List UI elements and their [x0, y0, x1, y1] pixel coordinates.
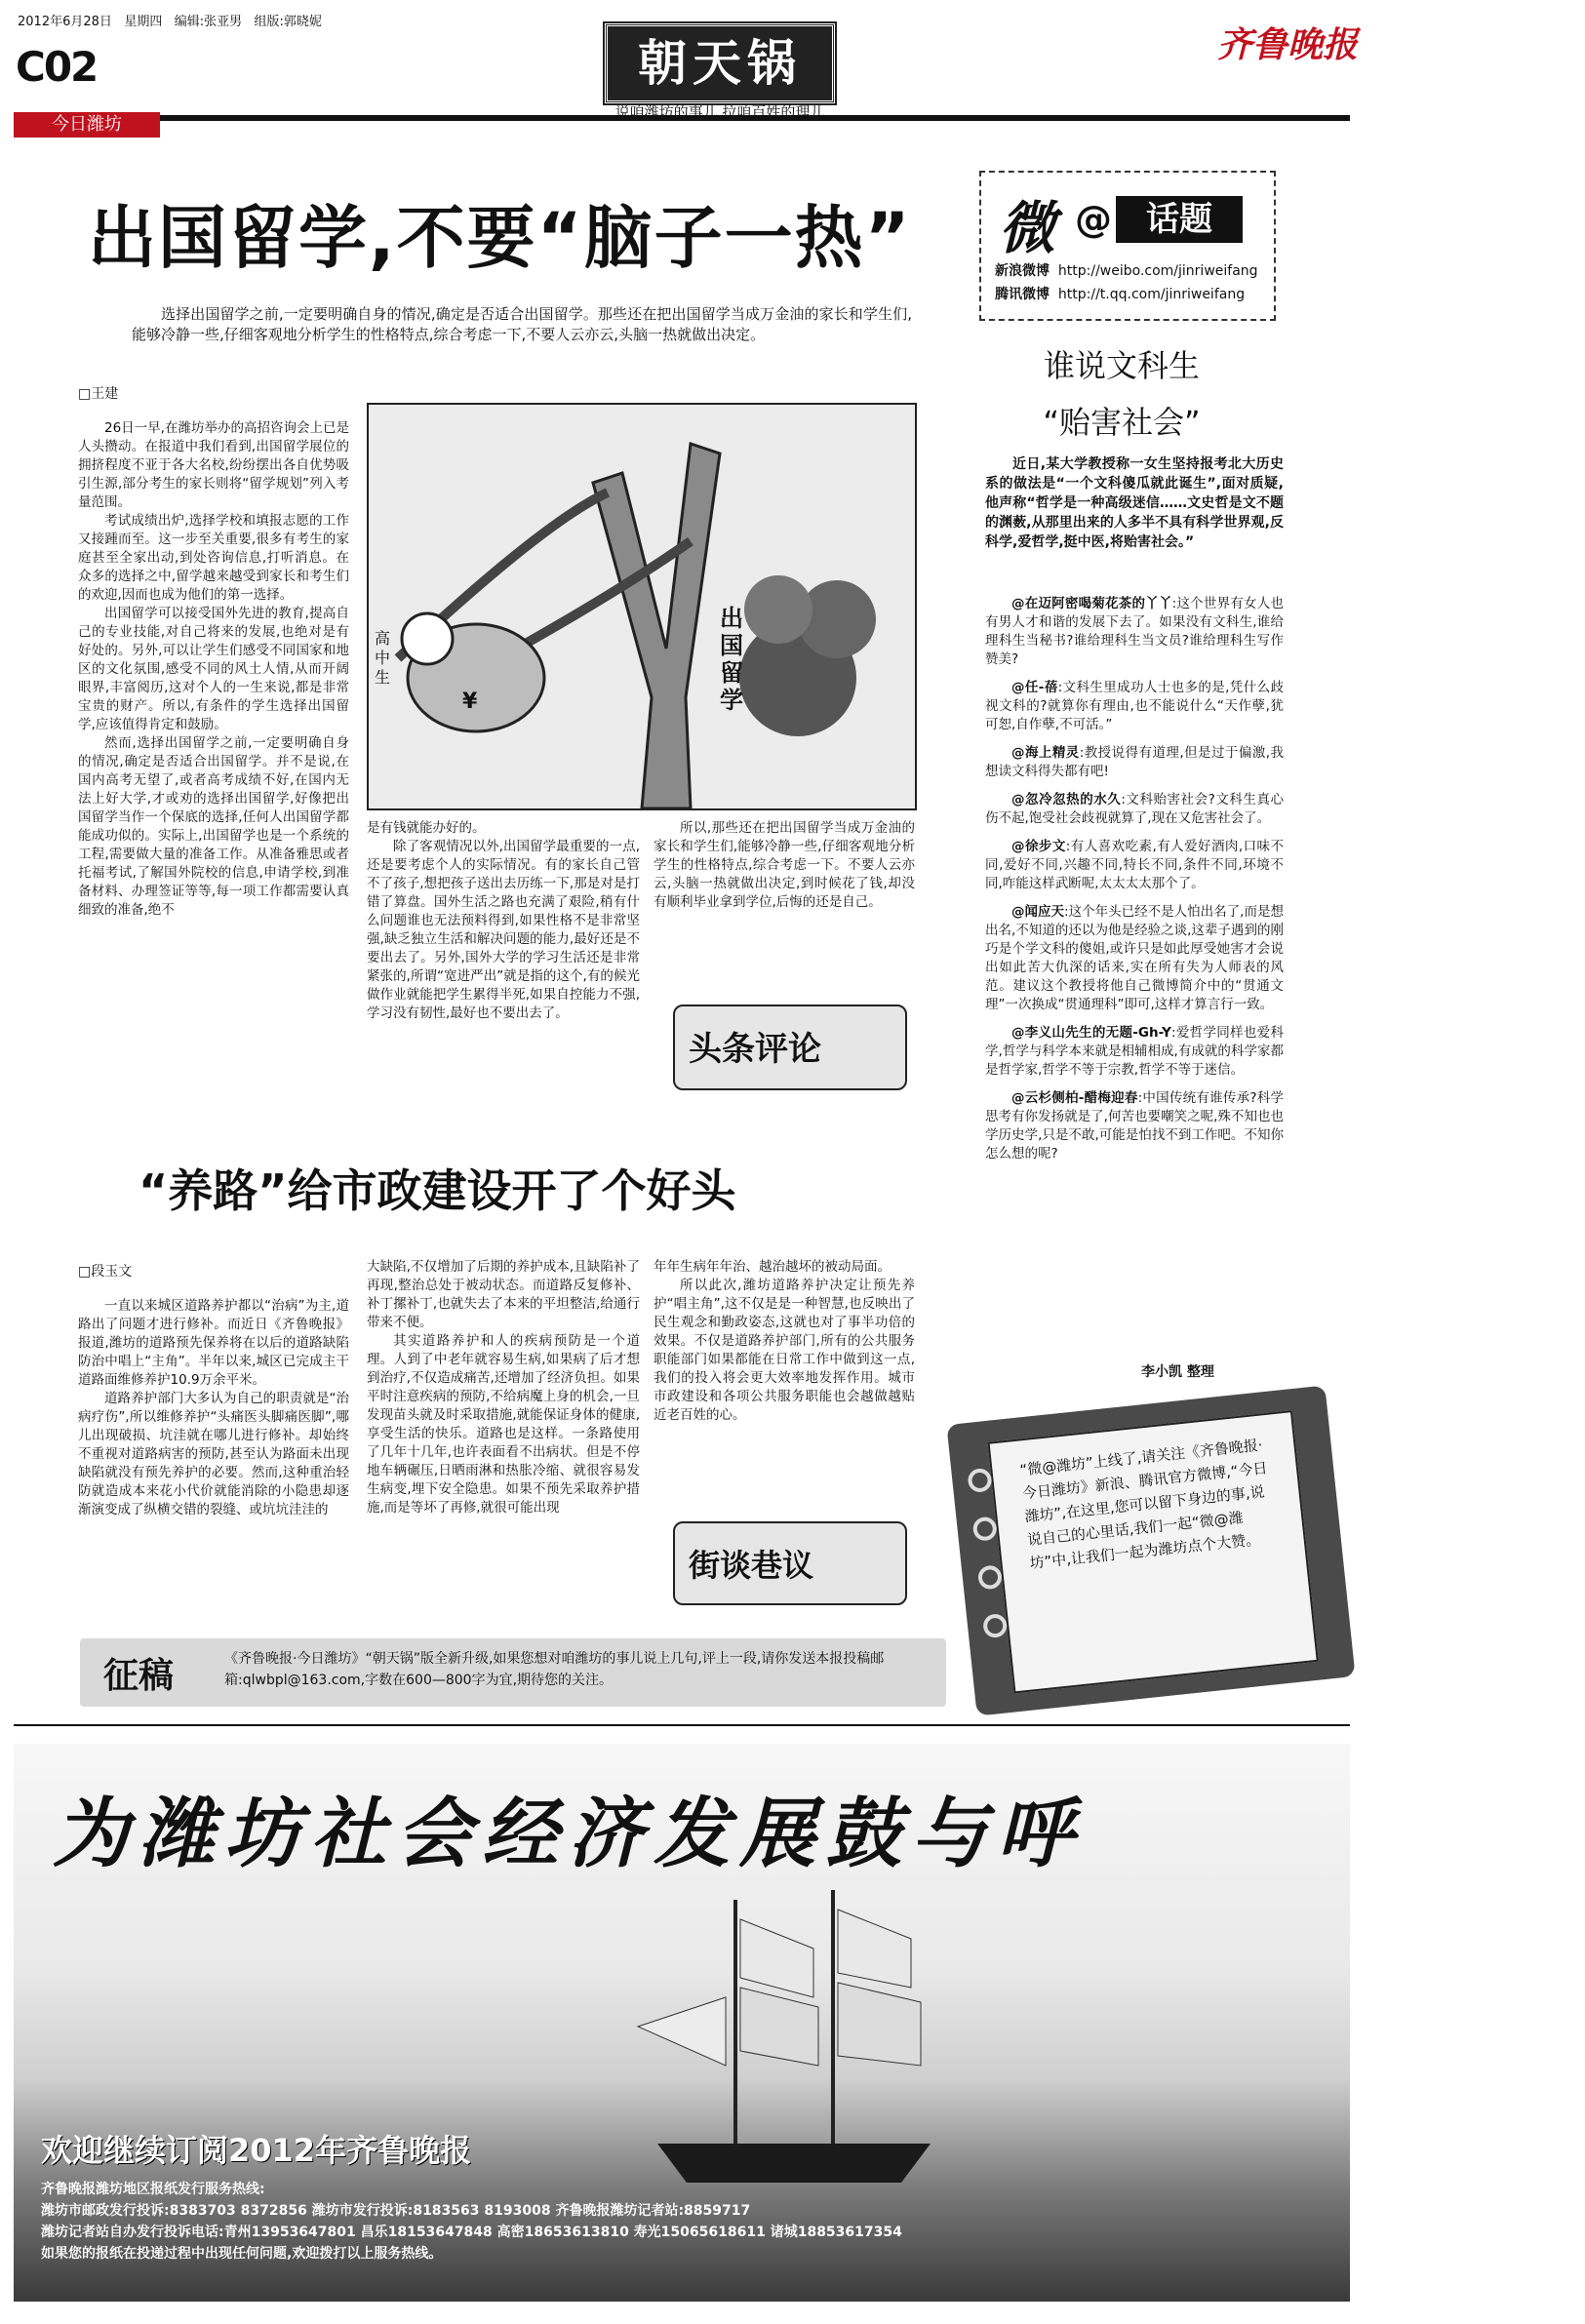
comment-text: :文科生里成功人士也多的是,凭什么歧视文科的?就算你有理由,也不能说什么“天作孽,犹可恕,自作孽,不可活。”: [985, 680, 1284, 732]
paper-logo: 齐鲁晚报: [1217, 24, 1359, 65]
weibo-title-line2: “贻害社会”: [1043, 404, 1201, 441]
article2-byline: □段玉文: [78, 1264, 133, 1280]
editor: 编辑:张亚男: [174, 15, 243, 29]
weibo-comment: [985, 679, 1284, 734]
article1-byline: □王建: [78, 386, 119, 402]
subscription-ad: [14, 1744, 1350, 2302]
paragraph: 大缺陷,不仅增加了后期的养护成本,且缺陷补了再现,整治总处于被动状态。而道路反复修补、补丁摞补丁,也就失去了本来的平坦整洁,给通行带来不便。: [367, 1259, 640, 1330]
comment-text: :中国传统有谁传承?科学思考有你发扬就是了,何苦也要嘲笑之呢,殊不知也也学历史学,只是不敢,可能是怕找不到工作吧。不知你怎么想的呢?: [985, 1090, 1285, 1162]
article2-column-2: [367, 1258, 640, 1619]
cartoon-money-bag: ¥: [462, 689, 478, 714]
weibo-comment: [985, 744, 1284, 781]
weibo-badge-at: @: [1075, 198, 1112, 241]
comment-user: @李义山先生的无题-Gh-Y: [1011, 1025, 1171, 1041]
ad-hotline-title: 齐鲁晚报潍坊地区报纸发行服务热线:: [41, 2182, 265, 2197]
paragraph: 所以,那些还在把出国留学当成万金油的家长和学生们,能够冷静一些,仔细客观地分析学生的性格特点,综合考虑一下。不要人云亦云,头脑一热就做出决定,到时候花了钱,却没有顺利毕业拿到学位,后悔的还是自己。: [654, 820, 915, 910]
paragraph: 一直以来城区道路养护都以“治病”为主,道路出了问题才进行修补。而近日《齐鲁晚报》报道,潍坊的道路预先保养将在以后的道路缺陷防治中唱上“主角”。半年以来,城区已完成主干道路面维修养护10.9万余平米。: [78, 1298, 349, 1388]
weibo-comment: [985, 838, 1284, 893]
paragraph: 26日一早,在潍坊举办的高招咨询会上已是人头攒动。在报道中我们看到,出国留学展位的拥挤程度不亚于各大名校,纷纷摆出各自优势吸引生源,部分考生的家长则将“留学规划”列入考量范围。: [78, 420, 349, 510]
article1-title: 出国留学,不要“脑子一热”: [88, 198, 912, 278]
comment-text: :这个世界有女人也有男人才和谐的发展下去了。如果没有文科生,谁给理科生当秘书?谁给理科生当文员?谁给理科生写作赞美?: [985, 596, 1284, 667]
sina-label: 新浪微博: [995, 263, 1050, 279]
comment-user: @海上精灵: [1011, 745, 1080, 761]
tencent-weibo-row: [995, 286, 1245, 303]
paragraph: 除了客观情况以外,出国留学最重要的一点,还是要考虑个人的实际情况。有的家长自己管不了孩子,想把孩子送出去历练一下,那是对是打错了算盘。国外生活之路也充满了艰险,稍有什么问题谁也无法预料得到,如果性格不是非常坚强,缺乏独立生活和解决问题的能力,最好还是不要出去了。另外,国外大学的学习生活还是非常紧张的,所谓“宽进严出”就是指的这个,有的候光做作业就能把学生累得半死,如果自控能力不强,学习没有韧性,最好也不要出去了。: [367, 839, 640, 1021]
weibo-comments: [985, 595, 1284, 1169]
layout-editor: 组版:郭晓妮: [254, 15, 322, 29]
paragraph: 年年生病年年治、越治越坏的被动局面。: [654, 1259, 891, 1275]
comment-user: @闻应天: [1011, 904, 1065, 920]
comment-text: :文科贻害社会?文科生真心伤不起,饱受社会歧视就算了,现在又危害社会了。: [985, 792, 1284, 826]
call-for-papers-label: 征稿: [103, 1656, 175, 1696]
article2-column-1: [78, 1297, 349, 1619]
weibo-title-line1: 谁说文科生: [1043, 347, 1200, 384]
article1-column-3: [654, 819, 915, 912]
paragraph: 是有钱就能办好的。: [367, 820, 486, 836]
weibo-comment: [985, 1024, 1284, 1080]
ad-headline: 为潍坊社会经济发展鼓与呼: [53, 1790, 1084, 1878]
comment-user: @云杉侧柏-醋梅迎春: [1011, 1090, 1138, 1106]
tencent-url: http://t.qq.com/jinriweifang: [1057, 287, 1246, 302]
ad-hotline-note: 如果您的报纸在投递过程中出现任何问题,欢迎拨打以上服务热线。: [41, 2246, 443, 2262]
street-talk-badge: 街谈巷议: [673, 1521, 907, 1605]
paragraph: 所以此次,潍坊道路养护决定让预先养护“唱主角”,这不仅是是一种智慧,也反映出了民生观念和勤政姿态,这就也对了事半功倍的效果。不仅是道路养护部门,所有的公共服务职能部门如果都能在日常工作中做到这一点,我们的投入将会更大效率地发挥作用。城市市政建设和各项公共服务职能也会越做越贴近老百姓的心。: [654, 1278, 915, 1423]
paragraph: 然而,选择出国留学之前,一定要明确自身的情况,确定是否适合出国留学。并不是说,在国内高考无望了,或者高考成绩不好,在国内无法上好大学,才或劝的选择出国留学,好像把出国留学当作一个保底的选择,任何人出国留学都能成功似的。实际上,出国留学也是一个系统的工程,需要做大量的准备工作。从准备雅思或者托福考试,了解国外院校的信息,申请学校,到准备材料、办理签证等等,每一项工作都需要认真细致的准备,绝不: [78, 735, 349, 918]
notebook-page: [987, 1410, 1318, 1693]
article2-column-3: [654, 1258, 915, 1512]
headline-comment-badge: 头条评论: [673, 1004, 907, 1090]
weibo-topic-badge: [979, 171, 1276, 321]
paragraph: 考试成绩出炉,选择学校和填报志愿的工作又接踵而至。这一步至关重要,很多有考生的家庭甚至全家出动,到处咨询信息,打听消息。在众多的选择之中,留学越来越受到家长和考生们的欢迎,因而也成为他们的第一选择。: [78, 513, 349, 603]
header-meta: [18, 14, 322, 31]
notebook-text: “微@潍坊”上线了,请关注《齐鲁晚报·今日潍坊》新浪、腾讯官方微博,“今日潍坊”,在这里,您可以留下身边的事,说说自己的心里话,我们一起“微@潍坊”中,让我们一起为潍坊点个大赞。: [1018, 1436, 1269, 1573]
slingshot-drawing: [369, 405, 915, 808]
ad-hotline-station: 潍坊记者站自办发行投诉电话:青州13953647801 昌乐18153647848 高密18653613810 寿光15065618611 诸城18853617354: [41, 2225, 902, 2240]
call-for-papers-text: 《齐鲁晚报·今日潍坊》“朝天锅”版全新升级,如果您想对咱潍坊的事儿说上几句,评上一段,请你发送本报投稿邮箱:qlwbpl@163.com,字数在600—800字为宜,期待您的关注。: [224, 1651, 885, 1688]
sina-url: http://weibo.com/jinriweifang: [1057, 263, 1258, 279]
weibo-comment: [985, 1089, 1284, 1163]
paragraph: 道路养护部门大多认为自己的职责就是“治病疗伤”,所以维修养护“头痛医头脚痛医脚”,哪儿出现破损、坑洼就在哪儿进行修补。却始终不重视对道路病害的预防,甚至认为路面未出现缺陷就没有预先养护的必要。然而,这种重治轻防就造成本来花小代价就能消除的小隐患却逐渐演变成了纵横交错的裂缝、或坑坑洼洼的: [78, 1391, 349, 1517]
weibo-intro: 近日,某大学教授称一女生坚持报考北大历史系的做法是“一个文科傻瓜就此诞生”,面对质疑,他声称“哲学是一种高级迷信……文史哲是文不题的渊薮,从那里出来的人多半不具有科学世界观,反科学,爱哲学,挺中医,将贻害社会。”: [985, 456, 1284, 550]
weibo-comment: [985, 903, 1284, 1014]
issue-date: 2012年6月28日: [18, 15, 112, 29]
column-logo: 朝天锅: [605, 23, 835, 103]
comment-user: @徐步文: [1011, 839, 1066, 854]
ad-subscribe-line: 欢迎继续订阅2012年齐鲁晚报: [41, 2132, 472, 2169]
paragraph: 其实道路养护和人的疾病预防是一个道理。人到了中老年就容易生病,如果病了后才想到治疗,不仅造成痛苦,还增加了经济负担。如果平时注意疾病的预防,不给病魔上身的机会,一旦发现苗头就及时采取措施,就能保证身体的健康,享受生活的快乐。道路也是这样。一条路使用了几年十几年,也许表面看不出病状。但是不停地车辆碾压,日晒雨淋和热胀冷缩、就很容易发生病变,埋下安全隐患。如果不预先采取养护措施,而是等坏了再修,就很可能出现: [367, 1333, 640, 1516]
weibo-badge-topic: 话题: [1116, 196, 1243, 243]
weibo-comment: [985, 791, 1284, 828]
call-for-papers-box: [80, 1638, 946, 1707]
article1-lead: 选择出国留学之前,一定要明确自身的情况,确定是否适合出国留学。那些还在把出国留学当成万金油的家长和学生们,能够冷静一些,仔细客观地分析学生的性格特点,综合考虑一下,不要人云亦云,头脑一热就做出决定。: [132, 305, 912, 343]
cartoon-label-student: 高中生: [375, 629, 391, 687]
section-tab: 今日潍坊: [14, 112, 160, 138]
sina-weibo-row: [995, 262, 1258, 280]
article2-title: “养路”给市政建设开了个好头: [139, 1164, 736, 1217]
cartoon-illustration: [367, 403, 917, 810]
ad-hotlines: [41, 2179, 1328, 2265]
weibo-comment: [985, 595, 1284, 669]
weibo-compiler: 李小凯 整理: [1141, 1364, 1214, 1380]
comment-text: :这个年头已经不是人怕出名了,而是想出名,不知道的还以为他是经验之谈,这辈子遇到的刚巧是个学文科的傻姐,或许只是如此厚受她害才会说出如此苦大仇深的话来,实在所有失为人师表的风范。建议这个教授将他自己微博简介中的“贯通文理”一次换成“贯通理科”即可,这样才算言行一致。: [985, 904, 1284, 1012]
article1-column-1: [78, 419, 349, 1102]
comment-user: @任-蓓: [1011, 680, 1058, 695]
column-slogan: 说咱潍坊的事儿 拉咱百姓的理儿: [614, 103, 825, 121]
ad-hotline-postal: 潍坊市邮政发行投诉:8383703 8372856 潍坊市发行投诉:8183563 8193008 齐鲁晚报潍坊记者站:8859717: [41, 2203, 751, 2219]
article1-column-2: [367, 819, 640, 1112]
notebook-illustration: [946, 1385, 1355, 1715]
weibo-badge-char: 微: [999, 195, 1056, 261]
comment-text: :爱哲学同样也爱科学,哲学与科学本来就是相辅相成,有成就的科学家都是哲学家,哲学不等于宗教,哲学不等于迷信。: [985, 1025, 1284, 1078]
comment-user: @忽冷忽热的水久: [1011, 792, 1122, 807]
page-number: C02: [16, 43, 98, 91]
page-bottom-rule: [14, 1724, 1350, 1726]
tencent-label: 腾讯微博: [995, 287, 1050, 302]
comment-text: :有人喜欢吃素,有人爱好酒肉,口味不同,爱好不同,兴趣不同,特长不同,条件不同,环境不同,咋能这样武断呢,太太太太那个了。: [985, 839, 1285, 891]
comment-text: :教授说得有道理,但是过于偏激,我想读文科得失都有吧!: [985, 745, 1284, 779]
paragraph: 出国留学可以接受国外先进的教育,提高自己的专业技能,对自己将来的发展,也绝对是有好处的。另外,可以让学生们感受不同国家和地区的文化氛围,感受不同的风土人情,从而开阔眼界,丰富阅历,这对个人的一生来说,都是非常宝贵的财产。所以,有条件的学生选择出国留学,应该值得肯定和鼓励。: [78, 606, 349, 732]
sailing-ship-icon: [618, 1880, 970, 2212]
comment-user: @在迈阿密喝菊花茶的丫丫: [1011, 596, 1172, 611]
cartoon-label-study-abroad: 出国留学: [720, 605, 743, 714]
issue-weekday: 星期四: [124, 15, 163, 29]
